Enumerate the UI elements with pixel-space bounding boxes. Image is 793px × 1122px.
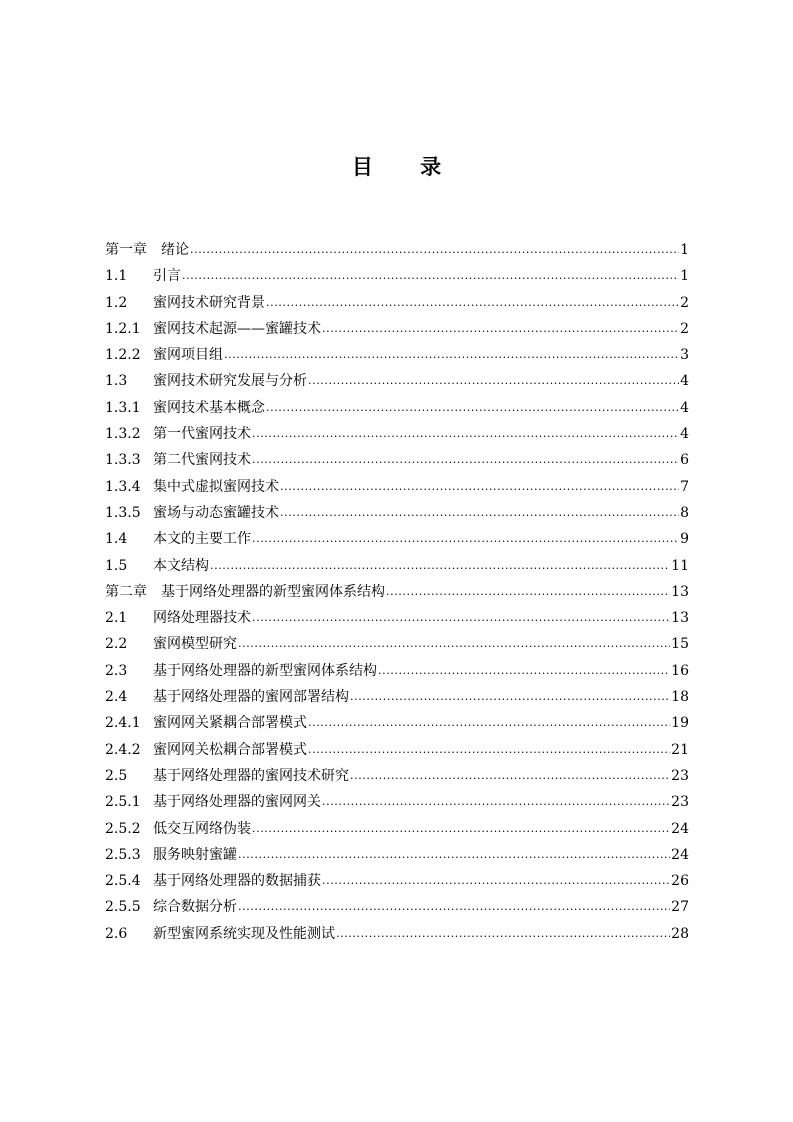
toc-entry[interactable] [105,237,689,263]
toc-entry-number: 2.5.5 [105,899,141,916]
toc-entry-title: 服务映射蜜罐 [153,846,237,863]
toc-entry-number: 1.2.2 [105,347,141,364]
dot-leader [238,842,670,868]
toc-entry[interactable] [105,894,689,920]
dot-leader [252,421,679,447]
toc-entry[interactable] [105,684,689,710]
toc-entry-number: 2.1 [105,610,128,627]
toc-entry-title: 绪论 [161,242,189,258]
toc-entry-number: 2.2 [105,636,128,653]
toc-entry-number: 2.3 [105,662,128,679]
toc-entry-number: 2.5.3 [105,846,141,863]
toc-entry[interactable] [105,500,689,526]
dot-leader [190,237,679,263]
toc-entry-title: 网络处理器技术 [153,610,251,627]
toc-entry-number: 1.3.3 [105,452,141,469]
toc-entry-title: 第一代蜜网技术 [153,426,251,443]
toc-entry-page: 4 [680,399,689,416]
toc-entry-page: 13 [671,610,689,627]
toc-entry-title: 蜜网技术研究背景 [153,294,265,311]
dot-leader [308,368,679,394]
toc-entry-page: 1 [680,242,689,258]
toc-entry-title: 蜜网技术基本概念 [153,399,265,416]
toc-entry[interactable] [105,842,689,868]
toc-entry-number: 1.3 [105,373,128,390]
toc-entry-number: 2.4.2 [105,741,141,758]
toc-entry-page: 15 [671,636,689,653]
dot-leader [252,526,679,552]
toc-entry-page: 21 [671,741,689,758]
toc-entry-number: 2.5.2 [105,820,141,837]
toc-entry[interactable] [105,368,689,394]
dot-leader [210,553,670,579]
toc-entry-number: 1.1 [105,268,128,285]
toc-entry-page: 4 [680,373,689,390]
toc-entry-title: 蜜网技术研究发展与分析 [153,373,307,390]
toc-entry-title: 基于网络处理器的数据捕获 [153,873,321,890]
toc-entry-title: 基于网络处理器的新型蜜网体系结构 [161,583,385,600]
toc-entry-number: 2.4 [105,689,128,706]
dot-leader [252,447,679,473]
dot-leader [386,579,670,605]
dot-leader [252,816,670,842]
toc-entry-page: 16 [671,662,689,679]
toc-entry[interactable] [105,553,689,579]
toc-entry-title: 本文的主要工作 [153,531,251,548]
toc-entry-number: 1.5 [105,557,128,574]
toc-entry-number: 2.4.1 [105,715,141,732]
dot-leader [266,290,679,316]
toc-entry[interactable] [105,816,689,842]
toc-entry[interactable] [105,868,689,894]
toc-entry-title: 第二代蜜网技术 [153,452,251,469]
toc-entry-title: 蜜网技术起源——蜜罐技术 [153,320,321,337]
toc-entry-number: 第二章 [105,583,147,600]
toc-entry[interactable] [105,658,689,684]
toc-entry-page: 1 [680,268,689,285]
toc-entry-page: 24 [671,820,689,837]
toc-entry[interactable] [105,526,689,552]
toc-entry[interactable] [105,710,689,736]
toc-entry-title: 集中式虚拟蜜网技术 [153,478,279,495]
dot-leader [322,868,670,894]
toc-entry-page: 24 [671,846,689,863]
toc-entry-page: 13 [671,583,689,600]
toc-entry-page: 11 [671,557,689,574]
toc-entry-page: 7 [680,478,689,495]
page-title: 目 录 [351,155,462,179]
toc-entry[interactable] [105,631,689,657]
toc-entry-number: 2.5 [105,767,128,784]
toc-entry-page: 2 [680,294,689,311]
toc-entry-page: 6 [680,452,689,469]
toc-entry[interactable] [105,579,689,605]
toc-entry-page: 2 [680,320,689,337]
toc-entry[interactable] [105,474,689,500]
toc-entry-title: 引言 [153,268,181,285]
toc-entry-page: 28 [671,925,689,942]
dot-leader [308,737,670,763]
toc-entry-title: 综合数据分析 [153,899,237,916]
toc-entry-number: 1.2.1 [105,320,141,337]
toc-entry[interactable] [105,605,689,631]
dot-leader [280,500,679,526]
toc-entry-number: 2.5.1 [105,794,141,811]
toc-entry-title: 蜜网模型研究 [153,636,237,653]
toc-entry[interactable] [105,421,689,447]
toc-entry-page: 18 [671,689,689,706]
toc-entry[interactable] [105,342,689,368]
toc-entry-number: 1.3.1 [105,399,141,416]
toc-entry[interactable] [105,737,689,763]
dot-leader [308,710,670,736]
toc-entry[interactable] [105,763,689,789]
dot-leader [182,263,679,289]
toc-entry-number: 1.3.2 [105,426,141,443]
dot-leader [280,474,679,500]
dot-leader [322,316,679,342]
toc-entry[interactable] [105,395,689,421]
dot-leader [238,894,670,920]
dot-leader [322,789,670,815]
toc-entry-title: 基于网络处理器的新型蜜网体系结构 [153,662,377,679]
toc-entry-title: 蜜网网关紧耦合部署模式 [153,715,307,732]
dot-leader [266,395,679,421]
toc-entry-title: 基于网络处理器的蜜网部署结构 [153,689,349,706]
toc-entry-number: 1.2 [105,294,128,311]
toc-entry[interactable] [105,789,689,815]
toc-entry-number: 1.4 [105,531,128,548]
toc-entry-number: 2.6 [105,925,128,942]
toc-entry-page: 27 [671,899,689,916]
dot-leader [350,763,670,789]
toc-entry-page: 8 [680,504,689,521]
toc-entry-number: 1.3.4 [105,478,141,495]
toc-entry[interactable] [105,921,689,947]
dot-leader [350,684,670,710]
dot-leader [238,631,670,657]
toc-entry-title: 蜜网项目组 [153,347,223,364]
toc-entry[interactable] [105,316,689,342]
toc-entry-page: 23 [671,767,689,784]
dot-leader [252,605,670,631]
toc-entry-title: 蜜网网关松耦合部署模式 [153,741,307,758]
dot-leader [378,658,670,684]
toc-entry-page: 19 [671,715,689,732]
table-of-contents [105,237,689,947]
toc-entry-title: 基于网络处理器的蜜网网关 [153,794,321,811]
dot-leader [336,921,670,947]
toc-entry-page: 23 [671,794,689,811]
toc-entry-title: 低交互网络伪装 [153,820,251,837]
toc-entry[interactable] [105,263,689,289]
dot-leader [224,342,679,368]
toc-entry-page: 3 [680,347,689,364]
toc-entry-title: 基于网络处理器的蜜网技术研究 [153,767,349,784]
toc-entry-page: 26 [671,873,689,890]
toc-entry-page: 4 [680,426,689,443]
toc-entry-number: 1.3.5 [105,504,141,521]
toc-entry-page: 9 [680,531,689,548]
toc-entry-title: 蜜场与动态蜜罐技术 [153,504,279,521]
toc-entry-title: 新型蜜网系统实现及性能测试 [153,925,335,942]
toc-entry-title: 本文结构 [153,557,209,574]
toc-entry[interactable] [105,447,689,473]
toc-entry-number: 2.5.4 [105,873,141,890]
toc-entry[interactable] [105,290,689,316]
toc-entry-number: 第一章 [105,242,147,258]
